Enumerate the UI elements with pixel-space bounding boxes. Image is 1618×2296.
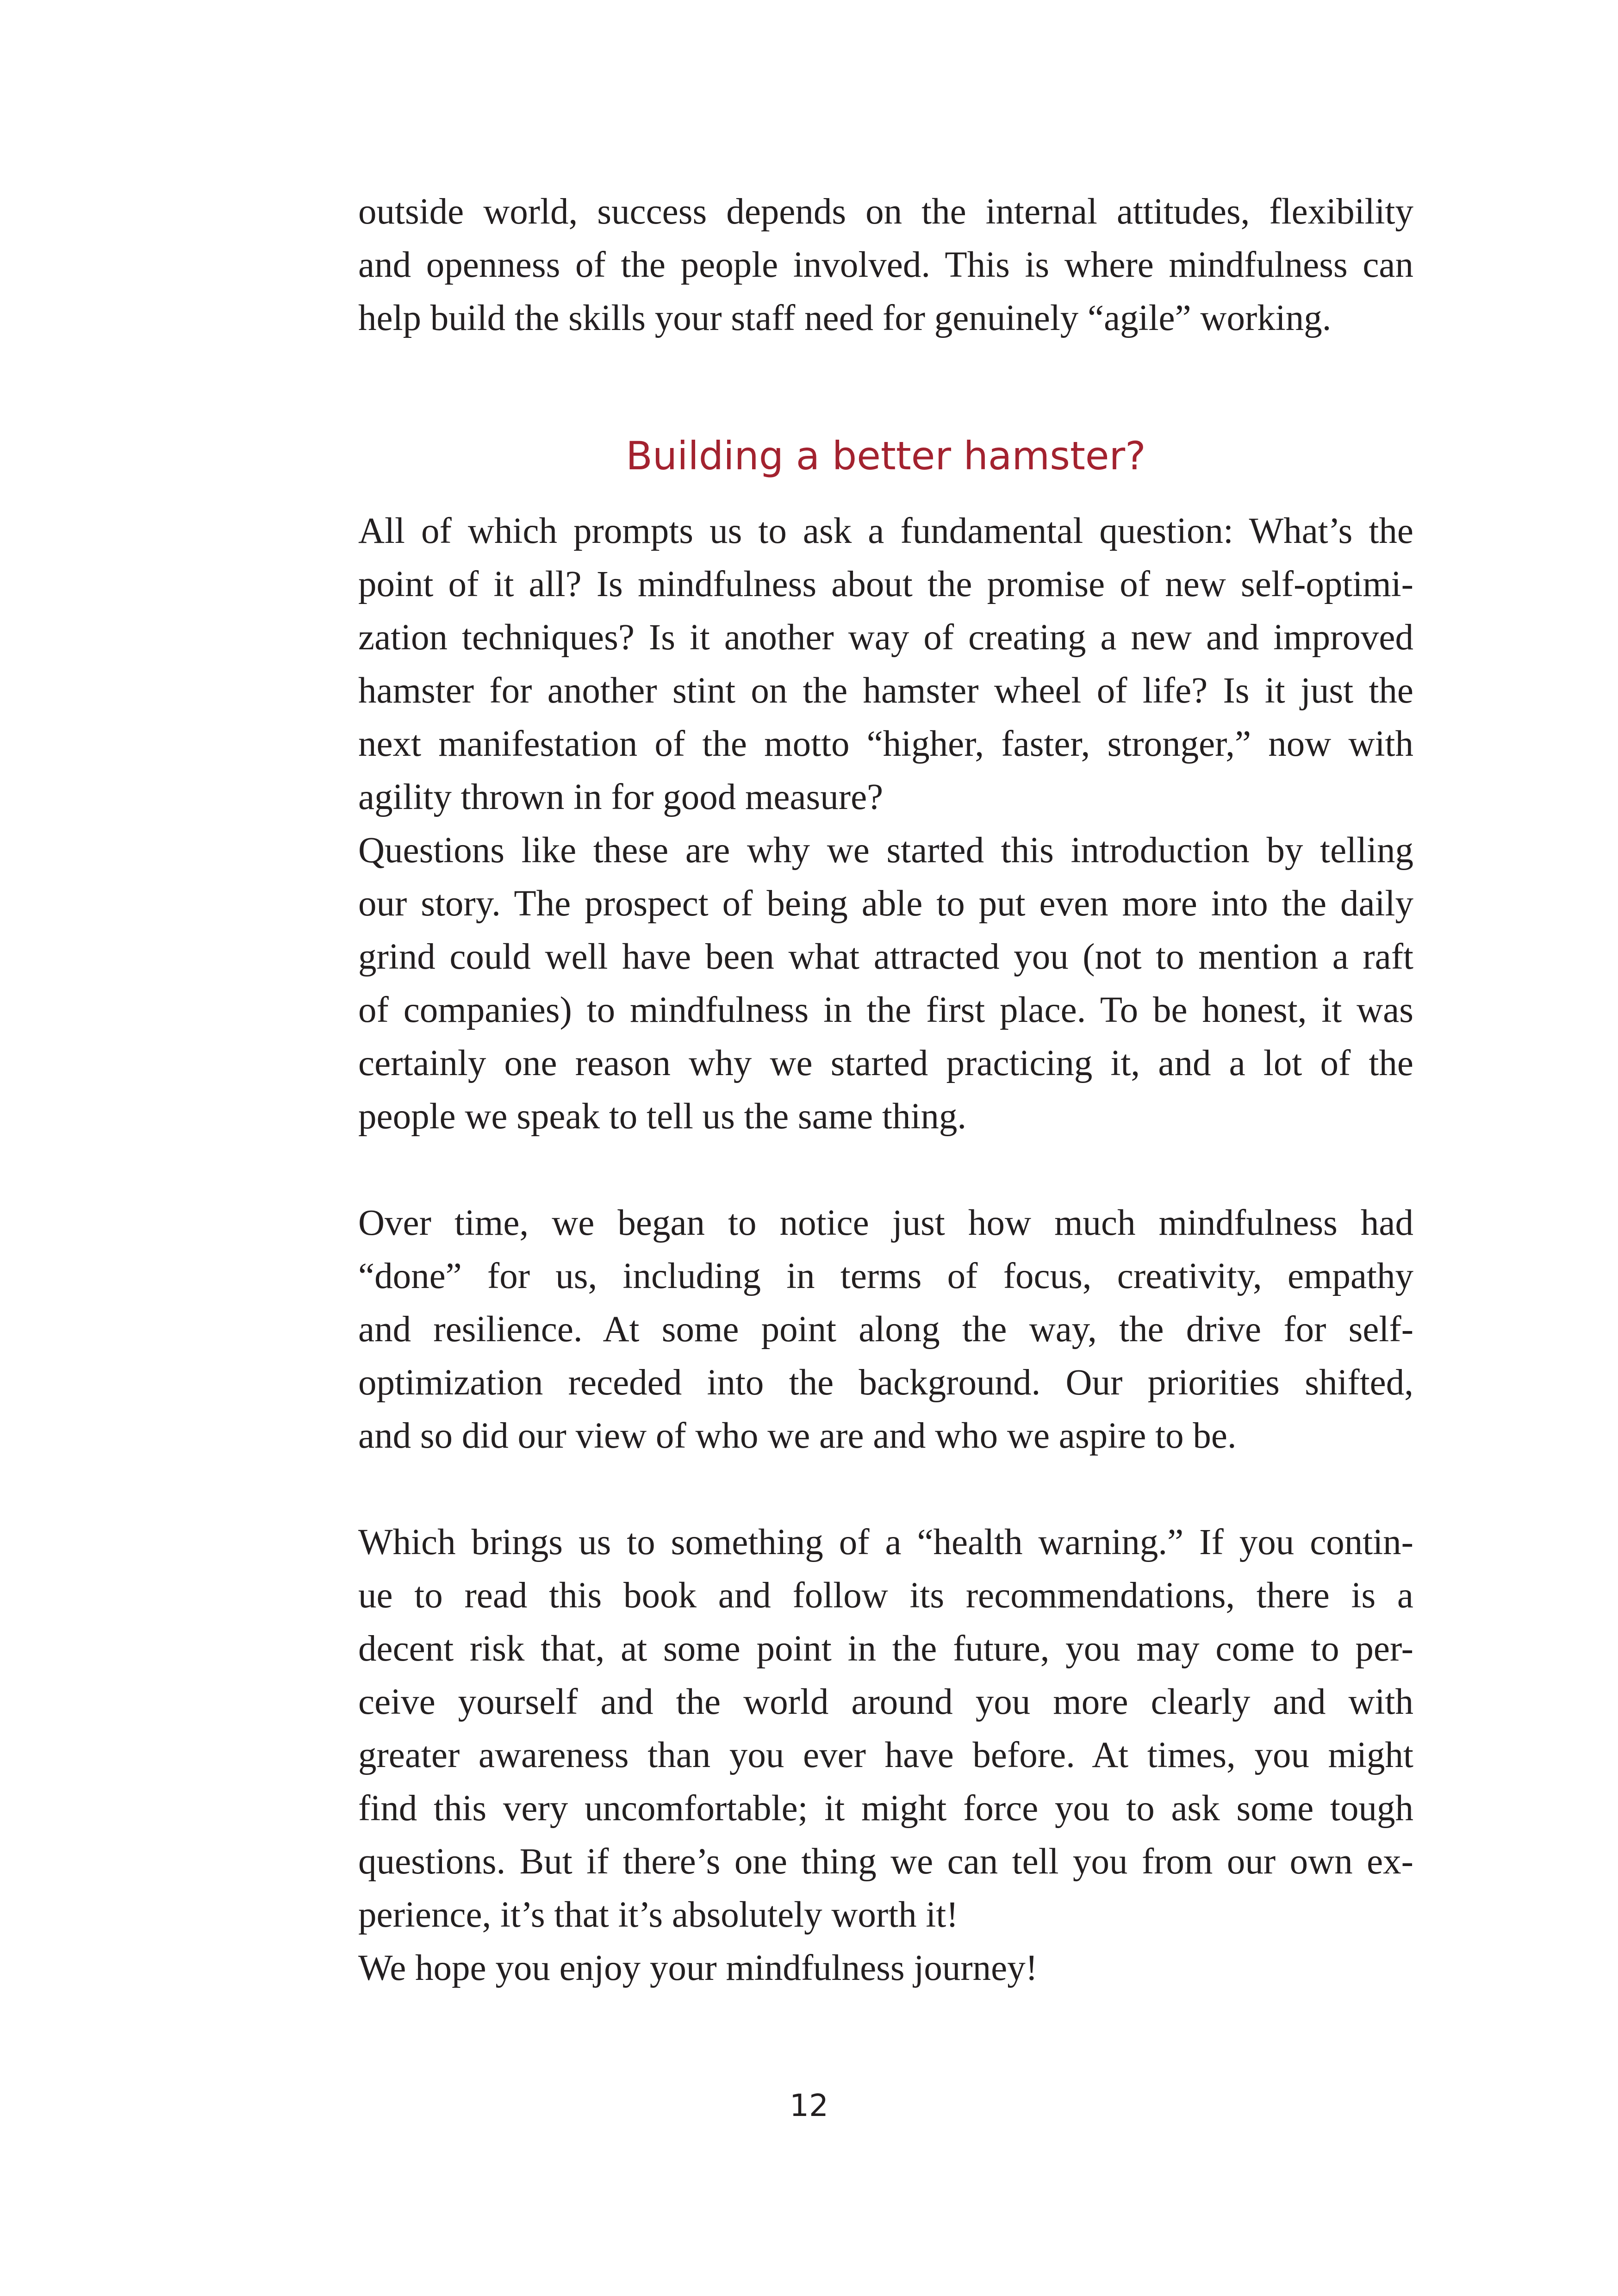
text-line: outside world, success depends on the internal attitudes, flexibility xyxy=(358,192,1413,232)
text-line: “done” for us, including in terms of focus, creativity, empathy xyxy=(358,1256,1413,1296)
paragraph-continued xyxy=(358,185,1413,345)
text-line: decent risk that, at some point in the future, you may come to per- xyxy=(358,1629,1413,1669)
text-line: certainly one reason why we started practicing it, and a lot of the xyxy=(358,1043,1413,1083)
paragraph-5 xyxy=(358,1941,1413,1995)
text-line: of companies) to mindfulness in the first place. To be honest, it was xyxy=(358,990,1413,1030)
paragraph-3 xyxy=(358,1196,1413,1462)
text-line: optimization receded into the background. Our priorities shifted, xyxy=(358,1363,1413,1403)
text-line: find this very uncomfortable; it might force you to ask some tough xyxy=(358,1788,1413,1829)
text-line: grind could well have been what attracted you (not to mention a raft xyxy=(358,937,1413,977)
text-line: perience, it’s that it’s absolutely worth it! xyxy=(358,1895,958,1935)
page-number: 12 xyxy=(790,2088,828,2123)
text-line: hamster for another stint on the hamster wheel of life? Is it just the xyxy=(358,671,1413,711)
text-line: questions. But if there’s one thing we can tell you from our own ex- xyxy=(358,1842,1413,1882)
text-line: Over time, we began to notice just how much mindfulness had xyxy=(358,1203,1413,1243)
text-line: ceive yourself and the world around you more clearly and with xyxy=(358,1682,1413,1722)
paragraph-4 xyxy=(358,1516,1413,1941)
text-line: next manifestation of the motto “higher, faster, stronger,” now with xyxy=(358,724,1413,764)
section-heading: Building a better hamster? xyxy=(626,433,1146,479)
text-line: We hope you enjoy your mindfulness journey! xyxy=(358,1948,1038,1988)
text-line: Questions like these are why we started this introduction by telling xyxy=(358,830,1413,871)
text-line: and so did our view of who we are and who we aspire to be. xyxy=(358,1416,1237,1456)
text-line: greater awareness than you ever have before. At times, you might xyxy=(358,1735,1413,1775)
paragraph-2 xyxy=(358,824,1413,1143)
text-line: agility thrown in for good measure? xyxy=(358,777,884,817)
paragraph-1 xyxy=(358,504,1413,824)
text-line: help build the skills your staff need for genuinely “agile” working. xyxy=(358,298,1332,338)
text-line: and resilience. At some point along the way, the drive for self- xyxy=(358,1309,1413,1350)
text-line: ue to read this book and follow its recommendations, there is a xyxy=(358,1575,1413,1616)
text-line: zation techniques? Is it another way of creating a new and improved xyxy=(358,617,1413,658)
text-line: All of which prompts us to ask a fundamental question: What’s the xyxy=(358,511,1413,551)
text-line: and openness of the people involved. This is where mindfulness can xyxy=(358,245,1413,285)
text-line: our story. The prospect of being able to put even more into the daily xyxy=(358,884,1413,924)
text-line: Which brings us to something of a “health warning.” If you contin- xyxy=(358,1522,1413,1562)
text-line: point of it all? Is mindfulness about the promise of new self-optimi- xyxy=(358,564,1413,604)
text-line: people we speak to tell us the same thing. xyxy=(358,1096,967,1137)
